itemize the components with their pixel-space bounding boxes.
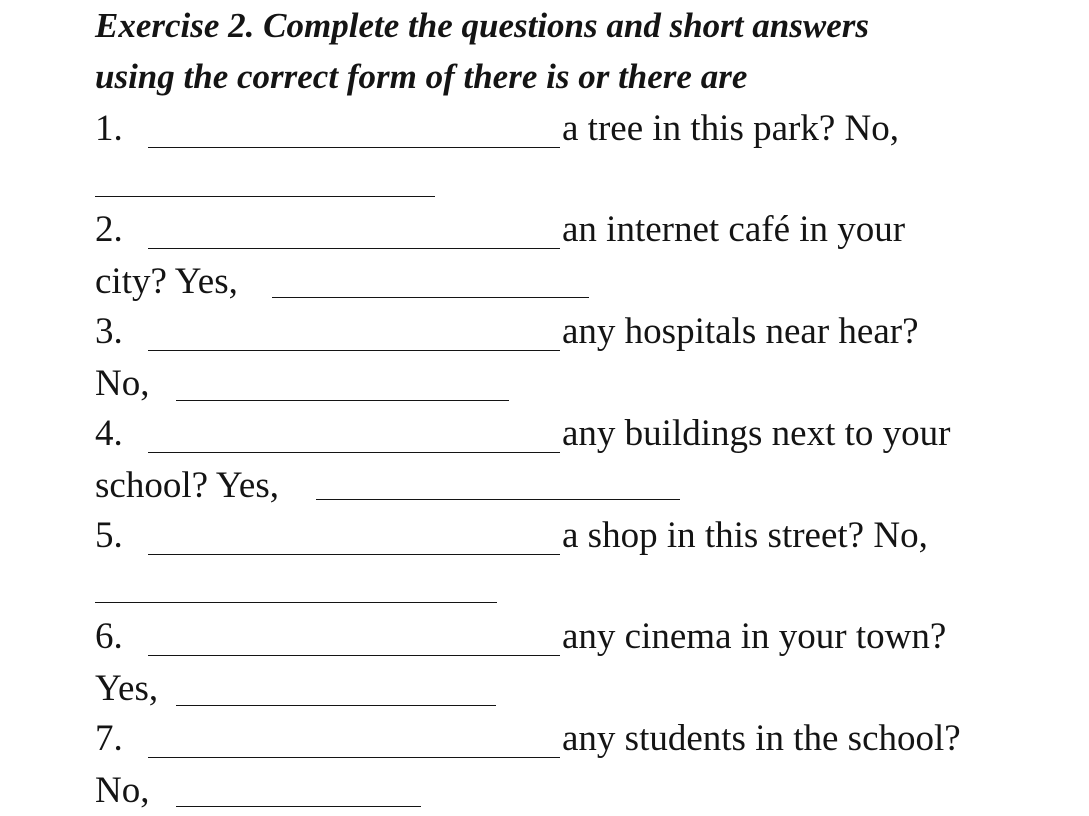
blank-answer-4[interactable] — [316, 499, 680, 500]
blank-question-1[interactable] — [148, 147, 560, 148]
blank-answer-2[interactable] — [272, 297, 589, 298]
answer-lead: No, — [95, 770, 150, 811]
item-number: 1. — [95, 108, 123, 149]
blank-answer-3[interactable] — [176, 400, 509, 401]
item-number: 6. — [95, 616, 123, 657]
question-text: any hospitals near hear? — [562, 311, 919, 352]
answer-lead: No, — [95, 363, 150, 404]
question-text: any cinema in your town? — [562, 616, 947, 657]
blank-answer-6[interactable] — [176, 705, 496, 706]
blank-question-3[interactable] — [148, 350, 560, 351]
blank-question-5[interactable] — [148, 554, 560, 555]
blank-answer-5[interactable] — [95, 602, 497, 603]
item-number: 3. — [95, 311, 123, 352]
item-number: 2. — [95, 209, 123, 250]
question-text: a tree in this park? No, — [562, 108, 899, 149]
question-text: any buildings next to your — [562, 413, 951, 454]
exercise-title-line-1: Exercise 2. Complete the questions and short answers — [95, 6, 869, 45]
answer-lead: school? Yes, — [95, 465, 279, 506]
blank-answer-7[interactable] — [176, 806, 421, 807]
question-text: an internet café in your — [562, 209, 906, 250]
item-number: 4. — [95, 413, 123, 454]
blank-answer-1[interactable] — [95, 196, 435, 197]
question-text: any students in the school? — [562, 718, 961, 759]
blank-question-6[interactable] — [148, 655, 560, 656]
item-number: 5. — [95, 515, 123, 556]
answer-lead: city? Yes, — [95, 261, 238, 302]
blank-question-2[interactable] — [148, 248, 560, 249]
exercise-title-line-2: using the correct form of there is or there are — [95, 57, 748, 96]
blank-question-4[interactable] — [148, 452, 560, 453]
answer-lead: Yes, — [95, 668, 159, 709]
blank-question-7[interactable] — [148, 757, 560, 758]
item-number: 7. — [95, 718, 123, 759]
question-text: a shop in this street? No, — [562, 515, 928, 556]
